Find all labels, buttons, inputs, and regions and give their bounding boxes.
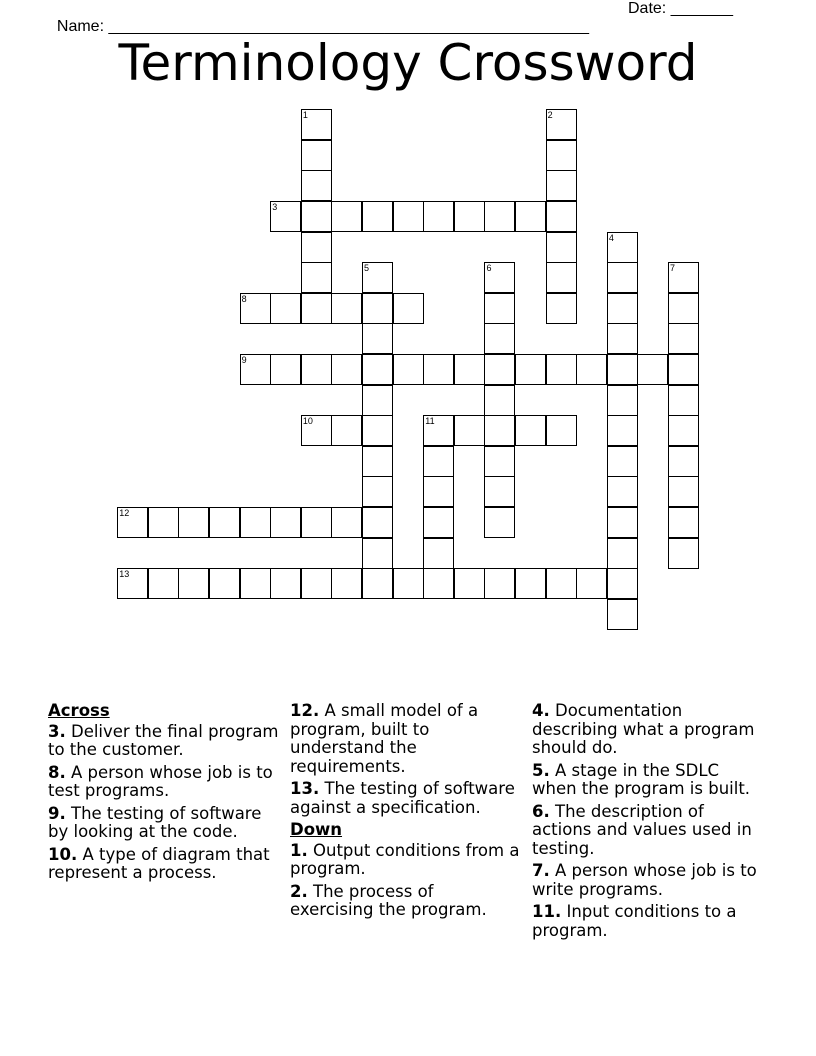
crossword-cell[interactable] xyxy=(668,507,699,538)
crossword-cell[interactable] xyxy=(362,538,393,569)
clue-item xyxy=(532,702,764,758)
crossword-cell[interactable] xyxy=(362,262,393,293)
crossword-cell[interactable] xyxy=(423,446,454,477)
crossword-cell[interactable] xyxy=(178,507,209,538)
crossword-cell[interactable] xyxy=(546,140,577,171)
crossword-cell[interactable] xyxy=(668,293,699,324)
crossword-cell[interactable] xyxy=(607,599,638,630)
crossword-cell[interactable] xyxy=(607,507,638,538)
clue-item xyxy=(290,780,522,817)
crossword-cell[interactable] xyxy=(393,201,424,232)
clue-number-label: 6. xyxy=(532,801,550,821)
clue-item xyxy=(532,803,764,859)
crossword-cell[interactable] xyxy=(546,415,577,446)
clue-number-label: 4. xyxy=(532,701,550,720)
name-label: Name: xyxy=(56,18,109,35)
crossword-cell[interactable] xyxy=(546,293,577,324)
crossword-cell[interactable] xyxy=(607,262,638,293)
crossword-cell[interactable] xyxy=(240,507,271,538)
crossword-cell[interactable] xyxy=(515,354,546,385)
crossword-cell[interactable] xyxy=(148,568,179,599)
crossword-cell[interactable] xyxy=(546,232,577,263)
clue-number-label: 13. xyxy=(290,779,320,798)
crossword-cell[interactable] xyxy=(301,415,332,446)
across-heading: Across xyxy=(48,701,110,720)
crossword-cell[interactable] xyxy=(423,201,454,232)
crossword-cell[interactable] xyxy=(331,568,362,599)
clue-text: A person whose job is to write programs. xyxy=(532,861,757,899)
crossword-cell[interactable] xyxy=(362,507,393,538)
clue-number-label: 1. xyxy=(290,840,308,860)
clue-text: The process of exercising the program. xyxy=(290,881,487,919)
clue-number-label: 10. xyxy=(48,844,78,864)
crossword-cell[interactable] xyxy=(240,293,271,324)
crossword-cell[interactable] xyxy=(484,262,515,293)
crossword-cell[interactable] xyxy=(484,293,515,324)
clue-item xyxy=(290,702,522,776)
crossword-cell[interactable] xyxy=(362,385,393,416)
clue-item xyxy=(532,862,764,899)
crossword-cell[interactable] xyxy=(301,170,332,201)
crossword-cell[interactable] xyxy=(423,568,454,599)
clue-number: 10 xyxy=(302,416,313,427)
clue-number: 3 xyxy=(272,202,278,213)
clue-text: A type of diagram that represent a process. xyxy=(48,844,270,882)
clue-number-label: 5. xyxy=(532,760,550,780)
crossword-cell[interactable] xyxy=(546,170,577,201)
date-label: Date: xyxy=(628,0,671,17)
clue-item xyxy=(532,903,764,940)
crossword-cell[interactable] xyxy=(607,323,638,354)
clue-number-label: 3. xyxy=(48,721,66,741)
crossword-cell[interactable] xyxy=(270,507,301,538)
crossword-cell[interactable] xyxy=(515,415,546,446)
crossword-cell[interactable] xyxy=(454,354,485,385)
clue-text: A small model of a program, built to understand the requirements. xyxy=(290,701,479,776)
clue-number-label: 8. xyxy=(48,762,66,782)
crossword-cell[interactable] xyxy=(331,415,362,446)
crossword-cell[interactable] xyxy=(117,568,148,599)
clue-number: 12 xyxy=(119,508,130,519)
crossword-cell[interactable] xyxy=(301,262,332,293)
clue-text: Output conditions from a program. xyxy=(290,840,520,878)
crossword-cell[interactable] xyxy=(393,293,424,324)
clue-number-label: 11. xyxy=(532,902,562,921)
clue-number: 6 xyxy=(486,263,492,274)
crossword-cell[interactable] xyxy=(607,446,638,477)
clue-number: 1 xyxy=(302,110,308,121)
crossword-cell[interactable] xyxy=(362,476,393,507)
crossword-cell[interactable] xyxy=(484,415,515,446)
crossword-cell[interactable] xyxy=(301,140,332,171)
crossword-cell[interactable] xyxy=(362,354,393,385)
crossword-cell[interactable] xyxy=(301,232,332,263)
crossword-cell[interactable] xyxy=(423,507,454,538)
across-clue-list-continued xyxy=(290,702,522,817)
crossword-cell[interactable] xyxy=(301,293,332,324)
crossword-cell[interactable] xyxy=(362,293,393,324)
clues-column-3 xyxy=(532,702,764,944)
crossword-cell[interactable] xyxy=(423,354,454,385)
clue-text: The testing of software by looking at the code. xyxy=(48,803,262,841)
crossword-cell[interactable] xyxy=(240,354,271,385)
clue-text: Documentation describing what a program should do. xyxy=(532,701,755,757)
crossword-cell[interactable] xyxy=(454,201,485,232)
crossword-cell[interactable] xyxy=(454,568,485,599)
crossword-cell[interactable] xyxy=(607,232,638,263)
crossword-cell[interactable] xyxy=(393,354,424,385)
crossword-cell[interactable] xyxy=(484,568,515,599)
crossword-cell[interactable] xyxy=(668,385,699,416)
crossword-cell[interactable] xyxy=(362,201,393,232)
crossword-cell[interactable] xyxy=(576,568,607,599)
crossword-cell[interactable] xyxy=(362,323,393,354)
down-heading: Down xyxy=(290,820,343,839)
clue-item xyxy=(48,805,280,842)
clue-text: The description of actions and values used in testing. xyxy=(532,801,752,858)
clue-number: 4 xyxy=(608,232,614,243)
crossword-cell[interactable] xyxy=(668,446,699,477)
name-line[interactable]: ______________________________________________________ xyxy=(108,18,589,35)
clue-number: 5 xyxy=(364,263,370,274)
crossword-cell[interactable] xyxy=(484,446,515,477)
crossword-cell[interactable] xyxy=(270,354,301,385)
clue-number: 2 xyxy=(547,110,553,121)
clue-item xyxy=(48,764,280,801)
clue-number: 7 xyxy=(670,263,676,274)
crossword-cell[interactable] xyxy=(484,323,515,354)
clue-number: 9 xyxy=(241,355,247,366)
crossword-cell[interactable] xyxy=(393,568,424,599)
crossword-cell[interactable] xyxy=(484,201,515,232)
crossword-cell[interactable] xyxy=(362,568,393,599)
crossword-cell[interactable] xyxy=(301,109,332,140)
across-clue-list xyxy=(48,723,280,883)
crossword-cell[interactable] xyxy=(148,507,179,538)
crossword-cell[interactable] xyxy=(331,507,362,538)
crossword-cell[interactable] xyxy=(607,568,638,599)
crossword-cell[interactable] xyxy=(423,538,454,569)
crossword-cell[interactable] xyxy=(178,568,209,599)
crossword-cell[interactable] xyxy=(331,201,362,232)
clue-number-label: 2. xyxy=(290,881,308,901)
crossword-cell[interactable] xyxy=(362,446,393,477)
crossword-cell[interactable] xyxy=(331,293,362,324)
clues-column-2 xyxy=(290,702,522,924)
crossword-cell[interactable] xyxy=(546,201,577,232)
crossword-cell[interactable] xyxy=(607,293,638,324)
clue-item xyxy=(48,846,280,883)
crossword-cell[interactable] xyxy=(484,385,515,416)
crossword-cell[interactable] xyxy=(270,568,301,599)
crossword-cell[interactable] xyxy=(331,354,362,385)
crossword-cell[interactable] xyxy=(484,354,515,385)
crossword-cell[interactable] xyxy=(423,415,454,446)
crossword-cell[interactable] xyxy=(637,354,668,385)
crossword-cell[interactable] xyxy=(484,476,515,507)
clue-item xyxy=(290,883,522,920)
crossword-cell[interactable] xyxy=(668,354,699,385)
clue-item xyxy=(48,723,280,760)
crossword-cell[interactable] xyxy=(668,262,699,293)
crossword-cell[interactable] xyxy=(607,476,638,507)
crossword-cell[interactable] xyxy=(301,507,332,538)
clue-number: 8 xyxy=(241,293,247,304)
crossword-cell[interactable] xyxy=(301,568,332,599)
down-clue-list xyxy=(290,842,522,920)
clue-item xyxy=(532,762,764,799)
crossword-cell[interactable] xyxy=(546,109,577,140)
crossword-cell[interactable] xyxy=(607,415,638,446)
crossword-cell[interactable] xyxy=(209,568,240,599)
crossword-cell[interactable] xyxy=(576,354,607,385)
crossword-cell[interactable] xyxy=(270,293,301,324)
crossword-cell[interactable] xyxy=(301,354,332,385)
clues-column-1 xyxy=(48,702,280,887)
down-clue-list-continued xyxy=(532,702,764,940)
crossword-cell[interactable] xyxy=(484,507,515,538)
clue-number-label: 7. xyxy=(532,861,550,880)
crossword-cell[interactable] xyxy=(546,354,577,385)
crossword-cell[interactable] xyxy=(607,538,638,569)
crossword-cell[interactable] xyxy=(546,568,577,599)
crossword-cell[interactable] xyxy=(668,538,699,569)
crossword-cell[interactable] xyxy=(423,476,454,507)
crossword-cell[interactable] xyxy=(209,507,240,538)
page-title: Terminology Crossword xyxy=(118,34,698,92)
clue-text: The testing of software against a specification. xyxy=(290,779,515,817)
clue-text: Input conditions to a program. xyxy=(532,902,737,940)
crossword-cell[interactable] xyxy=(270,201,301,232)
clue-number-label: 9. xyxy=(48,803,66,823)
crossword-cell[interactable] xyxy=(515,568,546,599)
crossword-cell[interactable] xyxy=(607,385,638,416)
crossword-cell[interactable] xyxy=(240,568,271,599)
crossword-cell[interactable] xyxy=(515,201,546,232)
crossword-cell[interactable] xyxy=(117,507,148,538)
clue-number: 11 xyxy=(425,416,435,427)
clue-number-label: 12. xyxy=(290,701,320,720)
clue-text: A stage in the SDLC when the program is built. xyxy=(532,760,751,798)
crossword-cell[interactable] xyxy=(454,415,485,446)
clue-number: 13 xyxy=(119,569,130,580)
crossword-cell[interactable] xyxy=(668,476,699,507)
crossword-cell[interactable] xyxy=(546,262,577,293)
clue-text: A person whose job is to test programs. xyxy=(48,762,273,800)
crossword-cell[interactable] xyxy=(668,323,699,354)
crossword-cell[interactable] xyxy=(607,354,638,385)
clue-text: Deliver the final program to the customer. xyxy=(48,721,279,759)
crossword-cell[interactable] xyxy=(668,415,699,446)
crossword-cell[interactable] xyxy=(301,201,332,232)
clue-item xyxy=(290,842,522,879)
date-line[interactable]: _______ xyxy=(670,0,733,17)
date-field xyxy=(628,0,733,18)
crossword-cell[interactable] xyxy=(362,415,393,446)
